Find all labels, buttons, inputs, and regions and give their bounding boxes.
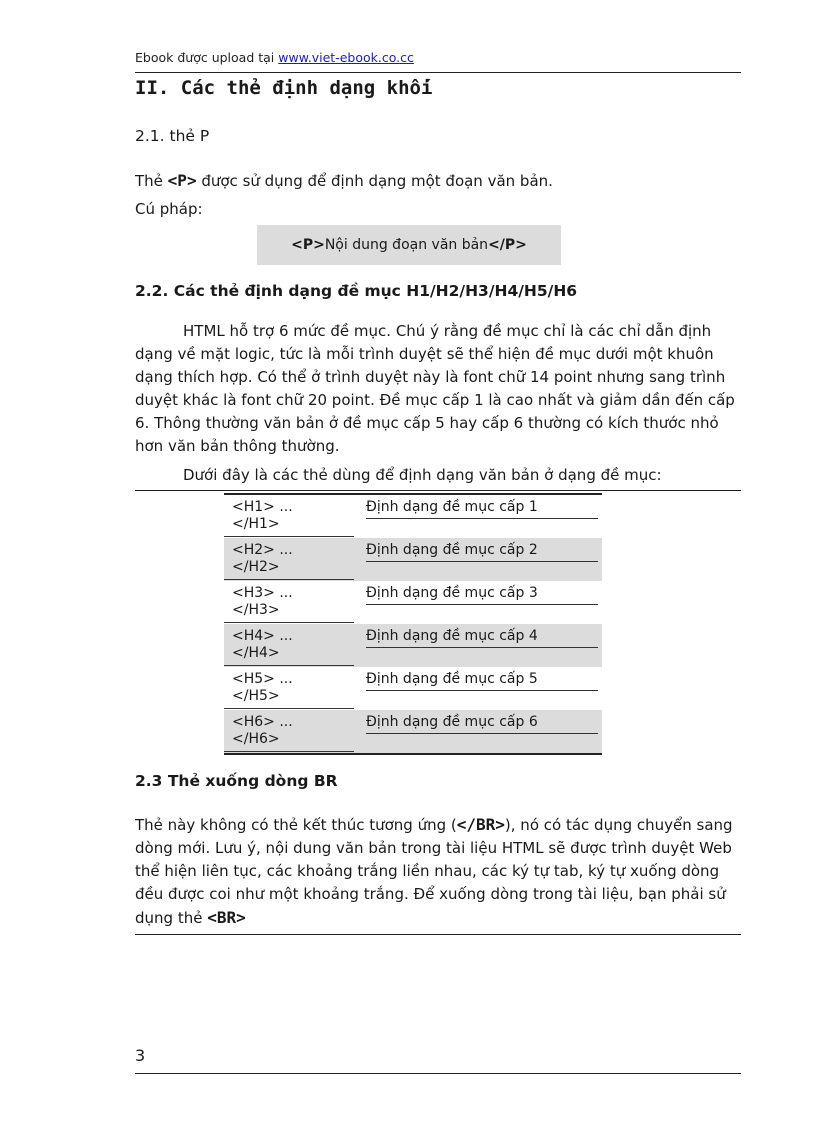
tag-code: <H5> ... </H5> — [232, 671, 293, 704]
tag-code: <H6> ... </H6> — [232, 714, 293, 747]
tag-description: Định dạng đề mục cấp 4 — [366, 628, 538, 644]
section-rule-top — [135, 490, 741, 491]
desc-underline — [366, 690, 598, 691]
tag-description: Định dạng đề mục cấp 6 — [366, 714, 538, 730]
syntax-label: Cú pháp: — [135, 200, 203, 218]
tag-code: <H3> ... </H3> — [232, 585, 293, 618]
page-number: 3 — [135, 1046, 146, 1065]
syntax-content: Nội dung đoạn văn bản — [324, 237, 489, 253]
desc-underline — [366, 604, 598, 605]
table-row — [224, 538, 602, 581]
desc-underline — [366, 647, 598, 648]
br-tag-inline: <BR> — [207, 908, 246, 927]
page-header — [135, 50, 414, 65]
table-row — [224, 710, 602, 753]
paragraph-p-intro — [135, 169, 741, 193]
table-row — [224, 624, 602, 667]
br-text-1: Thẻ này không có thẻ kết thúc tương ứng ( — [135, 816, 457, 834]
code-underline — [224, 536, 354, 537]
code-underline — [224, 579, 354, 580]
desc-underline — [366, 561, 598, 562]
tag-code: <H1> ... </H1> — [232, 499, 293, 532]
header-rule — [135, 72, 741, 73]
tag-description: Định dạng đề mục cấp 5 — [366, 671, 538, 687]
syntax-close-tag: </P> — [488, 237, 527, 253]
table-bottom-rule — [224, 753, 602, 755]
desc-underline — [366, 733, 598, 734]
table-row — [224, 581, 602, 624]
section-heading-p: 2.1. thẻ P — [135, 127, 210, 145]
br-close-tag-inline: </BR> — [456, 815, 505, 834]
tag-description: Định dạng đề mục cấp 3 — [366, 585, 538, 601]
header-link[interactable]: www.viet-ebook.co.cc — [278, 50, 414, 65]
code-underline — [224, 751, 354, 752]
p-tag-inline: <P> — [167, 171, 197, 190]
desc-underline — [366, 518, 598, 519]
section-rule-bottom — [135, 934, 741, 935]
section-heading-br: 2.3 Thẻ xuống dòng BR — [135, 772, 338, 790]
section-heading-h: 2.2. Các thẻ định dạng đề mục H1/H2/H3/H4/H5/H6 — [135, 282, 578, 300]
code-underline — [224, 708, 354, 709]
syntax-open-tag: <P> — [291, 237, 325, 253]
tag-code: <H2> ... </H2> — [232, 542, 293, 575]
paragraph-headings-intro: Dưới đây là các thẻ dùng để định dạng văn bản ở dạng đề mục: — [183, 466, 662, 484]
paragraph-headings: HTML hỗ trợ 6 mức đề mục. Chú ý rằng đề mục chỉ là các chỉ dẫn định dạng về mặt logic, tức là mỗi trình duyệt sẽ thể hiện đề mục dưới một khuôn dạng thích hợp. Có thể ở trình duyệt này là font chữ 14 point nhưng sang trình duyệt khác là font chữ 20 point. Đề mục cấp 1 là cao nhất và giảm dần đến cấp 6. Thông thường văn bản ở đề mục cấp 5 hay cấp 6 thường có kích thước nhỏ hơn văn bản thông thường. — [135, 322, 735, 455]
p-intro-before: Thẻ — [135, 172, 168, 190]
header-text: Ebook được upload tại — [135, 50, 279, 65]
code-underline — [224, 622, 354, 623]
paragraph-br — [135, 813, 741, 930]
syntax-box — [257, 225, 561, 265]
heading-tags-table — [224, 493, 602, 755]
table-row — [224, 495, 602, 538]
tag-code: <H4> ... </H4> — [232, 628, 293, 661]
tag-description: Định dạng đề mục cấp 2 — [366, 542, 538, 558]
page-title: II. Các thẻ định dạng khối — [135, 77, 433, 99]
table-row — [224, 667, 602, 710]
p-intro-after: được sử dụng để định dạng một đoạn văn bản. — [196, 172, 553, 190]
code-underline — [224, 665, 354, 666]
tag-description: Định dạng đề mục cấp 1 — [366, 499, 538, 515]
br-text-2: ), nó có tác dụng chuyển sang dòng mới. Lưu ý, nội dung văn bản trong tài liệu HTML sẽ được trình duyệt Web thể hiện liên tục, các khoảng trắng liền nhau, các ký tự tab, ký tự xuống dòng đều được coi như một khoảng trắng. Để xuống dòng trong tài liệu, bạn phải sử dụng thẻ — [135, 816, 733, 927]
footer-rule — [135, 1073, 741, 1074]
